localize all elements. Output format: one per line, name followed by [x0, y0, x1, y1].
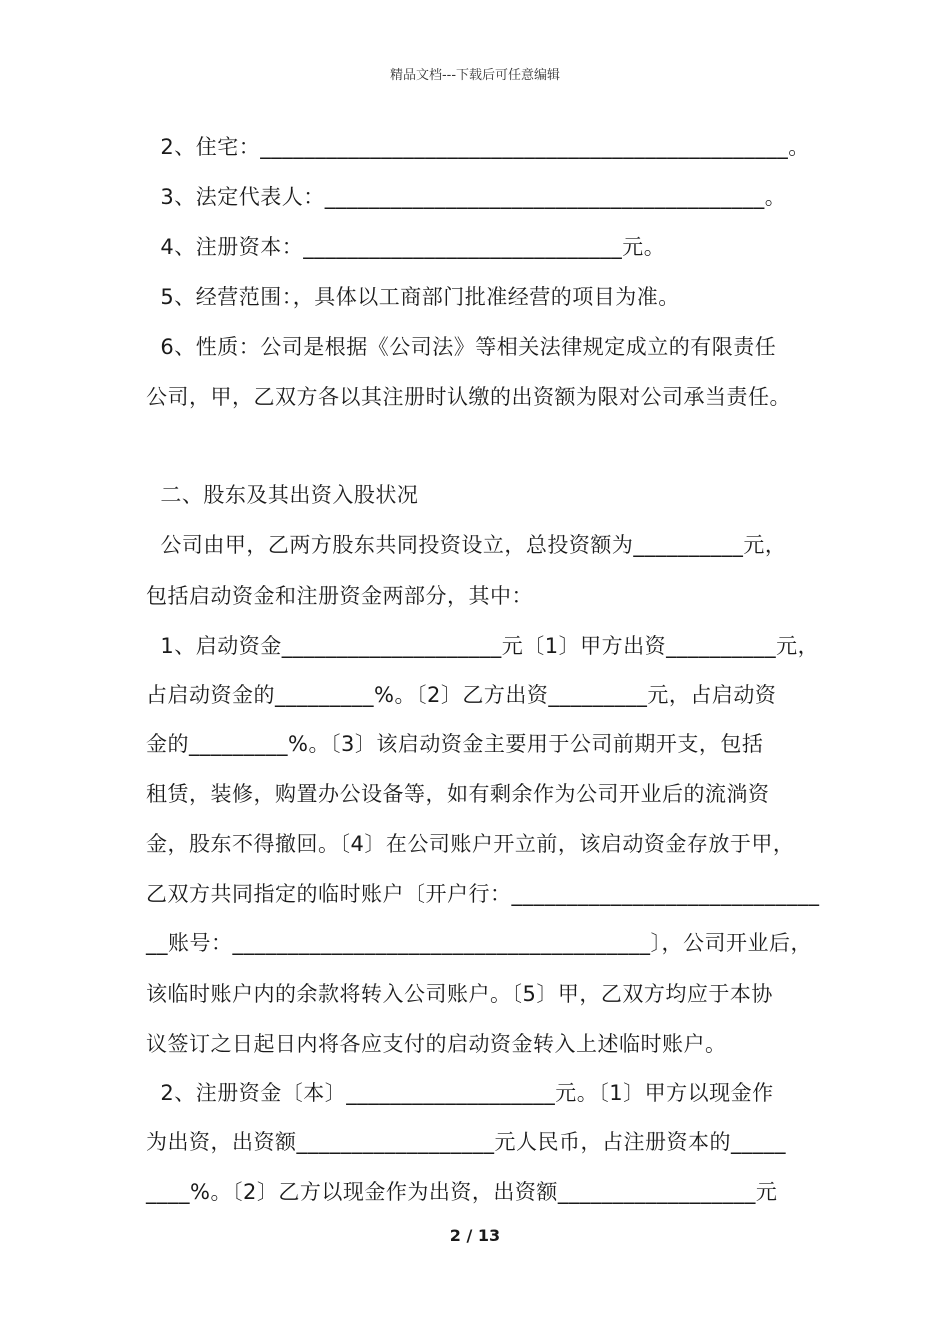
page-header: 精品文档---下载后可任意编辑 — [389, 68, 561, 83]
text-line: ____%。〔2〕乙方以现金作为出资，出资额__________________元 — [146, 1180, 778, 1204]
text-line: 5、经营范围：，具体以工商部门批准经营的项目为准。 — [146, 285, 680, 309]
text-line: 为出资，出资额__________________元人民币，占注册资本的_____ — [146, 1130, 786, 1154]
text-line: 2、住宅：________________________________________________。 — [146, 135, 810, 159]
text-line: 金的_________%。〔3〕该启动资金主要用于公司前期开支，包括 — [146, 732, 764, 756]
text-line: 1、启动资金____________________元〔1〕甲方出资__________元， — [146, 634, 820, 658]
text-line: 包括启动资金和注册资金两部分，其中： — [146, 584, 533, 608]
text-line: 2、注册资金〔本〕___________________元。〔1〕甲方以现金作 — [146, 1081, 774, 1105]
text-line: 公司由甲，乙两方股东共同投资设立，总投资额为__________元， — [146, 533, 787, 557]
text-line: 该临时账户内的余款将转入公司账户。〔5〕甲，乙双方均应于本协 — [146, 982, 773, 1006]
text-line: 金，股东不得撤回。〔4〕在公司账户开立前，该启动资金存放于甲， — [146, 832, 795, 856]
text-line: __账号：______________________________________〕，公司开业后， — [146, 931, 812, 955]
text-line: 租赁，装修，购置办公设备等，如有剩余作为公司开业后的流淌资 — [146, 782, 770, 806]
text-line: 6、性质：公司是根据《公司法》等相关法律规定成立的有限责任 — [146, 335, 777, 359]
text-line: 议签订之日起日内将各应支付的启动资金转入上述临时账户。 — [146, 1032, 727, 1056]
text-line: 公司，甲，乙双方各以其注册时认缴的出资额为限对公司承当责任。 — [146, 385, 791, 409]
section-heading: 二、股东及其出资入股状况 — [146, 483, 419, 507]
text-line: 乙双方共同指定的临时账户〔开户行：____________________________ — [146, 882, 820, 906]
text-line: 4、注册资本：_____________________________元。 — [146, 235, 666, 259]
text-line: 3、法定代表人：________________________________________。 — [146, 185, 787, 209]
text-line: 占启动资金的_________%。〔2〕乙方出资_________元，占启动资 — [146, 683, 777, 707]
page-number: 2 / 13 — [449, 1226, 501, 1245]
